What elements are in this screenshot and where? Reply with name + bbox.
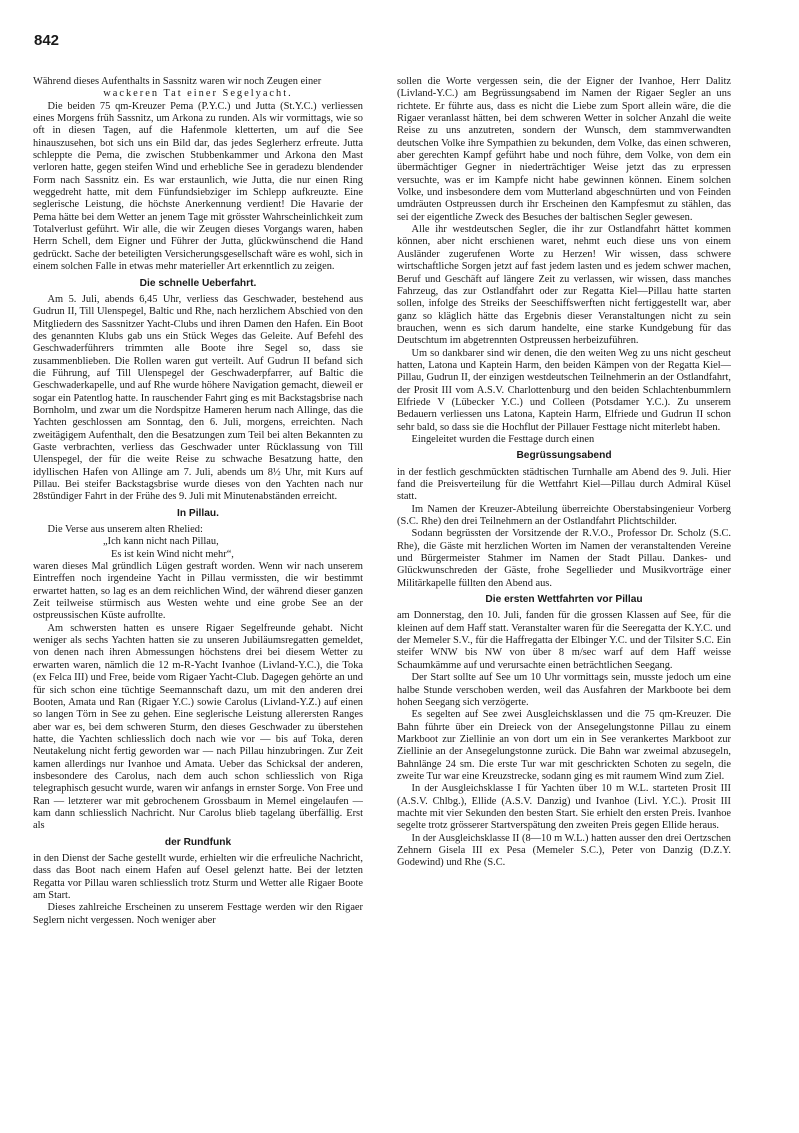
section-heading: Die schnelle Ueberfahrt. [139,277,257,289]
right-column [397,76,731,1122]
verse-line: „Ich kann nicht nach Pillau, [103,536,219,548]
left-column [33,76,363,1122]
paragraph: In der Ausgleichsklasse II (8—10 m W.L.) hatten ausser den drei Oertzschen Zehnern Gisela III ex Pesa (Memeler S.C.), Peter von Danzig (D.Z.Y. Godewind) und Rhe (S.C. [397,832,731,869]
paragraph: Die beiden 75 qm-Kreuzer Pema (P.Y.C.) und Jutta (St.Y.C.) verliessen eines Morgens früh Sassnitz, um Arkona zu runden. Als wir vormittags, wie so oft in diesen Tagen, auf die Hafenmole kletterten, um auf die See hinauszusehen, bot sich uns ein Bild dar, das jedes Seglerherz erfreute. Jutta schleppte die Pema, die zwischen Stubbenkammer und Arkona den Mast verloren hatte, gegen steifen Wind und erhebliche See in geradezu blendender Form nach Sassnitz ein. Es war erstaunlich, wie Jutta, die nur einen Ring weggedreht hatte, mit dem Fünfundsiebziger im Schlepp aufkreuzte. Eine seglerische Leistung, die höchste Anerkennung verdient! Die Havarie der Pema hätte bei dem Wetter an jenem Tage mit grösster Wahrscheinlichkeit zum Totalverlust geführt. Wir alle, die wir Zeugen dieses Vorgangs waren, haben Herrn Schell, dem Eigner und Führer der Jutta, glückwünschend die Hand gedrückt. Sache der beteiligten Versicherungsgesellschaft wäre es wohl, sich in einem solchen Falle in etwas mehr materieller Art erkenntlich zu zeigen. [33,100,363,273]
paragraph: sollen die Worte vergessen sein, die der Eigner der Ivanhoe, Herr Dalitz (Livland-Y.C.) am Begrüssungsabend im Namen der Rigaer Segler an uns richtete. Er führte aus, dass es nicht die Liebe zum Sport allein wäre, die die Rigaer veranlasst hätten, bei dem schweren Wetter in solcher Anzahl die weite Reise zu uns anzutreten, sondern der Wunsch, dem stammverwandten deutschen Volke ihre Sympathien zu bekunden, dem Volke, das einen schweren, aber gerechten Kampf geführt habe und noch führe, dem Volke, von dem ein übermächtiger Gegner in niederträchtiger Weise jetzt das zu erpressen versuchte, was er im Kampfe nicht habe gewinnen können. Einem solchen Volke, und insbesondere dem vom Mutterland abgeschnürten und von Feinden umdräuten Ostpreussen durch ihr Erscheinen den Kampfesmut zu stählen, das sei der eigentliche Zweck des Besuches der baltischen Segler gewesen. [397,76,731,223]
paragraph: Dieses zahlreiche Erscheinen zu unserem Festtage werden wir den Rigaer Seglern nicht vergessen. Noch weniger aber [33,902,363,926]
section-heading: Die ersten Wettfahrten vor Pillau [485,594,643,606]
paragraph: Eingeleitet wurden die Festtage durch einen [411,433,595,445]
section-heading: Begrüssungsabend [516,450,612,462]
spaced-headline: wackeren Tat einer Segelyacht. [103,88,293,100]
paragraph: Die Verse aus unserem alten Rhelied: [47,524,203,536]
paragraph: Am 5. Juli, abends 6,45 Uhr, verliess das Geschwader, bestehend aus Gudrun II, Till Ulenspegel, Baltic und Rhe, nach herzlichem Abschied von den Mitgliedern des Sassnitzer Yacht-Clubs und ihren Damen den Hafen. Ein Boot des genannten Klubs gab uns ein Stück Weges das Geleite. Auf Befehl des Geschwaderführers trimmten alle Boote ihre Segel so, dass sie zusammenblieben. Die Rollen waren gut verteilt. Auf Gudrun II befand sich die Führung, auf Till Ulenspegel der Geschwaderpfarrer, auf Baltic die Geschwaderkapelle, und auf Rhe wurde höhere Navigation gemacht, dieweil er sogar ein Patentlog hatte. In rauschender Fahrt ging es mit Backstagsbrise nach Bornholm, und zwar um die Nordspitze Hameren herum nach Allinge, das die Yachten geschlossen am Sonntag, den 6. Juli, morgens, erreichten. Nach zweitägigem Aufenthalt, den die Besatzungen zum Teil bei alten Bekannten zu Gaste verbrachten, verliess das Geschwader unter Rücklassung von Till Ulenspegel, der für die weite Reise zu schwache Besatzung hatte, den idyllischen Hafen von Allinge am 7. Juli, abends um 8½ Uhr, mit Kurs auf Pillau. Bei steifer Backstagsbrise wurde dieses von den Yachten nach nur 28stündiger Fahrt in der Frühe des 9. Juli mit Minutenabständen erreicht. [33,293,363,503]
verse-line: Es ist kein Wind nicht mehr“, [111,548,234,560]
paragraph: Während dieses Aufenthalts in Sassnitz waren wir noch Zeugen einer [33,76,322,87]
section-heading: der Rundfunk [164,836,232,848]
section-heading: In Pillau. [177,507,219,519]
page-number: 842 [34,32,60,49]
paragraph: Sodann begrüssten der Vorsitzende der R.V.O., Professor Dr. Scholz (S.C. Rhe), die Gäste mit herzlichen Worten im Namen der veranstaltenden Vereine und Bürgermeister Stahmer im Namen der Stadt Pillau. Dankes- und Glückwunschreden der Gäste, frohe Segellieder und Musikvorträge einer Militärkapelle füllten den Abend aus. [397,528,731,589]
paragraph: In der Ausgleichsklasse I für Yachten über 10 m W.L. starteten Prosit III (A.S.V. Chlbg.), Ellide (A.S.V. Danzig) und Ivanhoe (Livl. Y.C.). Prosit III machte mit vier Sekunden den besten Start. Sie erhielt den ersten Preis. Ivanhoe segelte trotz grösserer Startverspätung den zweiten Preis gegen Ellide heraus. [397,783,731,832]
paragraph: am Donnerstag, den 10. Juli, fanden für die grossen Klassen auf See, für die kleinen auf dem Haff statt. Veranstalter waren für die Seeregatta der K.Y.C. und der Memeler S.V., für die Haffregatta der Elbinger Y.C. und der Tilsiter S.C. Ein steifer WNW bis NW von über 8 m/sec warf auf dem Haff weisse Schaumkämme auf und verursachte einen beträchtlichen Seegang. [397,610,731,671]
paragraph: Um so dankbarer sind wir denen, die den weiten Weg zu uns nicht gescheut hatten, Latona und Kaptein Harm, den beiden Kämpen von der Regatta Kiel—Pillau, Gudrun II, der einzigen westdeutschen Teilnehmerin an der Ostlandfahrt, der Prosit III vom A.S.V. Charlottenburg und den beiden Schlachtenbummlern Elfriede V (Lübecker Y.C.) und Colleen (Potsdamer Y.C.). Zu unserem Bedauern verliessen uns Latona, Kaptein Harm, Elfriede und Gudrun II schon sehr bald, so dass sie die Hochflut der Pillauer Festtage nicht miterlebt haben. [397,347,731,433]
paragraph: in der festlich geschmückten städtischen Turnhalle am Abend des 9. Juli. Hier fand die Preisverteilung für die Wettfahrt Kiel—Pillau durch Admiral Küsel statt. [397,466,731,503]
paragraph: Alle ihr westdeutschen Segler, die ihr zur Ostlandfahrt hättet kommen können, aber nicht erschienen waret, nehmt euch diese uns von einem Ausländer zugerufenen Worte zu Herzen! Wir wissen, dass schwere wirtschaftliche Sorgen jetzt auf fast jedem lasten und es jedem schwer machen, Beruf und Geschäft auf längere Zeit zu verlassen, wir wissen, dass manches Fahrzeug, das zur Ostlandfahrt oder zur Regatta Kiel—Pillau hatte starten sollen, infolge des Streiks der Seeschiffswerften nicht fertiggestellt war, aber ganz so kläglich hätte das Ergebnis dieser Veranstaltungen nicht zu sein brauchen, wenn es sich darum handelte, eine starke Kundgebung für das Deutschtum im abgetrennten Ostpreussen herbeizuführen. [397,224,731,347]
paragraph: in den Dienst der Sache gestellt wurde, erhielten wir die erfreuliche Nachricht, dass das Boot nach einem Hafen auf Oesel gelenzt hatte. Bei der letzten Regatta vor Pillau waren schliesslich trotz Sturm und Wetter alle Rigaer Boote am Start. [33,852,363,901]
paragraph: Es segelten auf See zwei Ausgleichsklassen und die 75 qm-Kreuzer. Die Bahn führte über ein Dreieck von der Ansegelungstonne Pillau zu einem Markboot zur Ziellinie an von dort um ein in See verankertes Markboot zur Ziellinie an der Ansegelungstonne zurück. Die Bahn war zweimal abzusegeln, Bahnlänge 24 sm. Die erste Tur war mit geschrickten Schoten zu segeln, die zweite Tur war eine Kreuzstrecke, sodann ging es mit raumem Wind zum Ziel. [397,709,731,782]
paragraph: Im Namen der Kreuzer-Abteilung überreichte Oberstabsingenieur Vorberg (S.C. Rhe) den drei Teilnehmern an der Ostlandfahrt Plichtschilder. [397,503,731,528]
paragraph: Der Start sollte auf See um 10 Uhr vormittags sein, musste jedoch um eine halbe Stunde verschoben werden, weil das Ausfahren der Markboote bei dem hohen Seegang sich verzögerte. [397,672,731,708]
paragraph: Am schwersten hatten es unsere Rigaer Segelfreunde gehabt. Nicht weniger als sechs Yachten hatten sie zu unseren Jubiläumsregatten gemeldet, von denen nach ihren Abmessungen höchstens drei bei diesem Wetter zu erwarten waren, nämlich die 12 m-R-Yacht Ivanhoe (Livland-Y.C.), die Toka (ex Felca III) und Free, beide vom Rigaer Yacht-Club. Dagegen gehörte an und für sich schon eine tüchtige Seemannschaft dazu, um mit den anderen drei Booten, Amata und Ran (Rigaer Y.C.) sowie Carolus (Livland-Y.Z.) auf einen so langen Törn in See zu gehen. Eine seglerische Leistung allerersten Ranges aber war es, bei dem schweren Sturm, den dieses Geschwader zu überstehen hatte, die Yachten schliesslich doch nach wie vor — bis auf Toka, deren Neutakelung nicht fertig geworden war — nach Pillau hinzubringen. Zur Zeit kamen allerdings nur Ivanhoe und Amata. Ueber das Schicksal der anderen, insbesondere des Carolus, nach dem auch schon schliesslich von Riga telegraphisch gesucht wurde, waren wir anfangs in ernster Sorge. Von Free und Ran — letzterer war mit gebrochenem Grossbaum in Memel eingelaufen — kam dann schliesslich Nachricht. Nur Carolus blieb tagelang überfällig. Erst als [33,622,363,832]
paragraph: waren dieses Mal gründlich Lügen gestraft worden. Wenn wir nach unserem Eintreffen noch irgendeine Yacht in Pillau vermissten, die wir bestimmt erwartet hatten, so lag es an dem reichlichen Wind, der während dieser ganzen Zeit teilweise stürmisch aus Westen wehte und eine grobe See an der ostpreussischen Küste aufrollte. [33,561,363,622]
